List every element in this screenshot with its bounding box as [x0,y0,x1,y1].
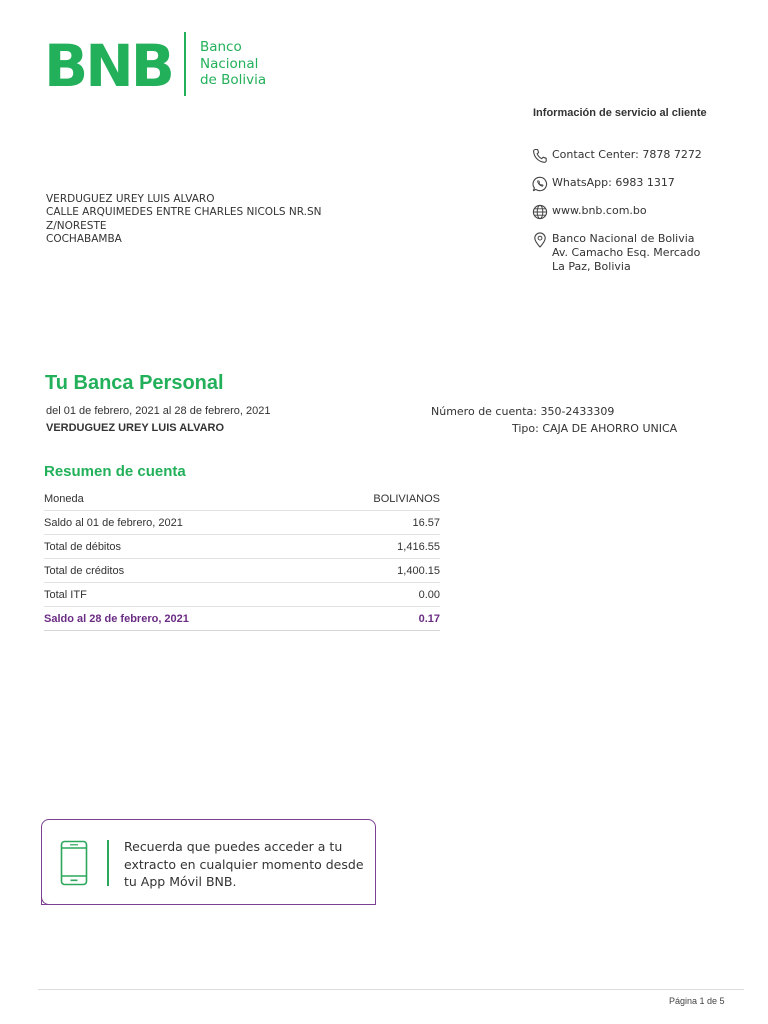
phone-icon [532,148,549,165]
summary-label: Saldo al 28 de febrero, 2021 [44,613,189,625]
bnb-logo [44,30,266,98]
globe-icon [532,204,549,221]
summary-value: 0.17 [418,613,440,625]
logo-mark: BNB [44,32,172,100]
logo-text-line3: de Bolivia [199,72,267,89]
footer-divider [38,989,744,990]
summary-value: BOLIVIANOS [373,493,440,505]
summary-row-debits [44,535,440,559]
account-type: Tipo: CAJA DE AHORRO UNICA [512,422,678,435]
logo-divider [184,32,186,96]
website-link[interactable]: www.bnb.com.bo [552,204,647,217]
page-number: Página 1 de 5 [669,996,725,1006]
summary-row-credits [44,559,440,583]
whatsapp-row [532,176,675,193]
recipient-line: COCHABAMBA [46,232,122,245]
summary-table [44,487,440,631]
address-row [532,232,700,274]
recipient-address [46,193,322,246]
contact-center-text: Contact Center: 7878 7272 [552,148,702,161]
summary-title: Resumen de cuenta [44,463,186,480]
bank-address-line: Banco Nacional de Bolivia [552,232,695,245]
account-number: Número de cuenta: 350-2433309 [431,405,615,418]
logo-text-line1: Banco [199,39,242,56]
summary-label: Moneda [44,493,84,505]
location-pin-icon [532,232,549,249]
summary-value: 1,416.55 [397,541,440,553]
summary-row-closing-balance [44,607,440,631]
statement-title: Tu Banca Personal [45,372,224,394]
bank-address-line: Av. Camacho Esq. Mercado [552,246,701,259]
recipient-line: Z/NORESTE [46,219,107,232]
recipient-line: CALLE ARQUIMEDES ENTRE CHARLES NICOLS NR.SN [46,206,322,219]
summary-row-currency [44,487,440,511]
website-row [532,204,647,221]
account-holder: VERDUGUEZ UREY LUIS ALVARO [46,422,225,434]
contact-center-row [532,148,702,165]
mobile-phone-icon [60,840,88,891]
whatsapp-text: WhatsApp: 6983 1317 [552,176,675,189]
app-reminder-box [41,819,376,905]
summary-value: 16.57 [412,517,440,529]
summary-row-itf [44,583,440,607]
summary-row-opening-balance [44,511,440,535]
bank-address-line: La Paz, Bolivia [552,260,631,273]
summary-label: Total de débitos [44,541,122,553]
reminder-text: Recuerda que puedes acceder a tu extracto en cualquier momento desde tu App Móvil BNB. [124,839,364,889]
recipient-line: VERDUGUEZ UREY LUIS ALVARO [46,193,215,205]
statement-period: del 01 de febrero, 2021 al 28 de febrero, 2021 [46,405,271,417]
logo-text-line2: Nacional [199,55,259,72]
summary-label: Total ITF [44,589,87,601]
service-title: Información de servicio al cliente [533,107,707,119]
whatsapp-icon [532,176,549,193]
summary-value: 0.00 [418,589,440,601]
summary-label: Saldo al 01 de febrero, 2021 [44,517,183,529]
bank-address [552,232,700,274]
summary-value: 1,400.15 [397,565,440,577]
logo-text [200,39,266,89]
summary-label: Total de créditos [44,565,125,577]
reminder-divider [107,840,109,886]
